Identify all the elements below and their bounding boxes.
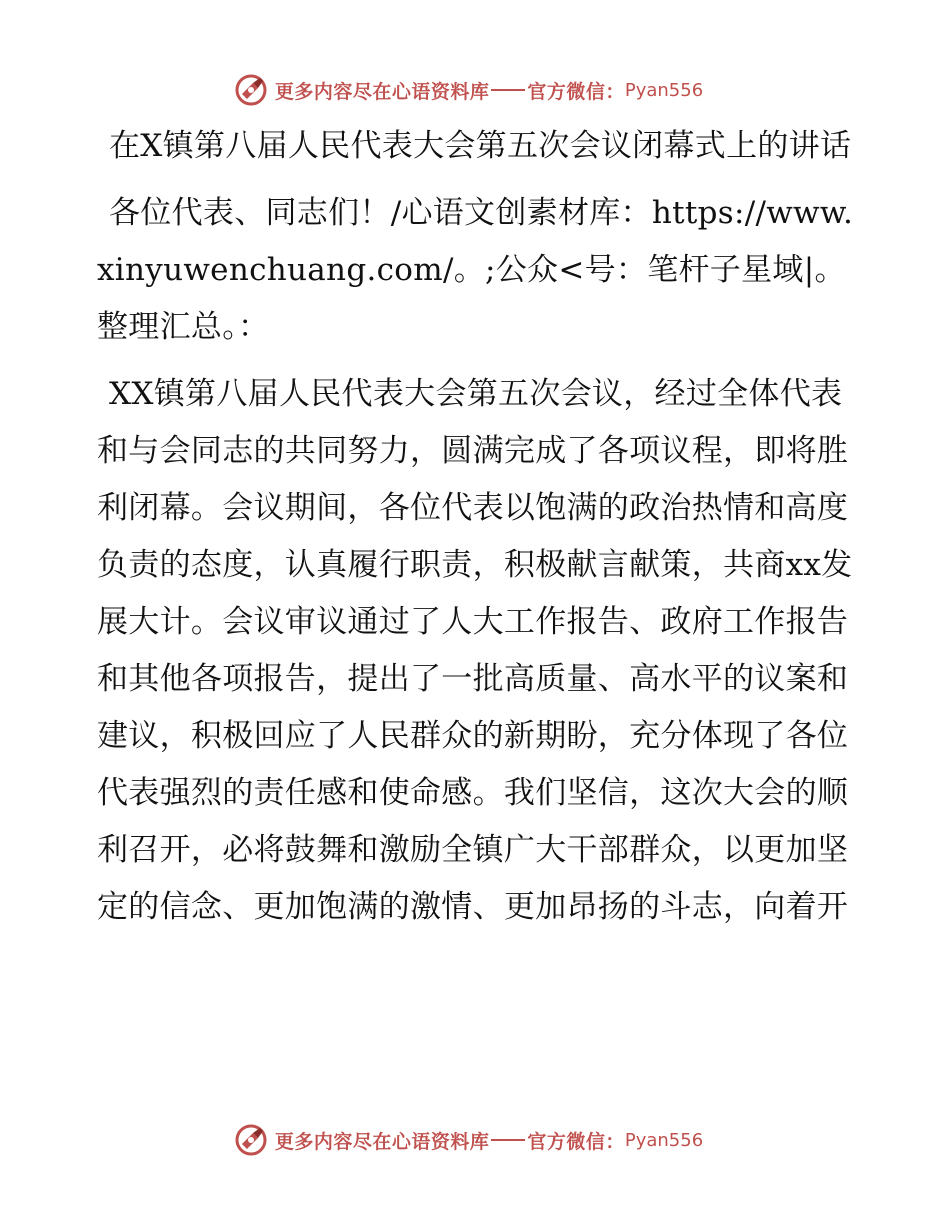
greeting-paragraph: 各位代表、同志们！/心语文创素材库：https://www.xinyuwenchuang.com/。;公众<号：笔杆子星域|。整理汇总。： (97, 195, 854, 345)
banner-text: 更多内容尽在心语资料库 (274, 1130, 490, 1153)
document-body (97, 118, 857, 936)
wechat-label: 官方微信： (527, 80, 625, 103)
wechat-label: 官方微信： (527, 1130, 625, 1153)
footer-banner (0, 1120, 950, 1160)
logo-icon (233, 1122, 269, 1158)
banner-text: 更多内容尽在心语资料库 (274, 80, 490, 103)
banner-divider (491, 89, 525, 91)
wechat-id: Pyan556 (624, 79, 704, 101)
banner-divider (491, 1139, 525, 1141)
body-paragraph: XX镇第八届人民代表大会第五次会议，经过全体代表和与会同志的共同努力，圆满完成了各项议程，即将胜利闭幕。会议期间，各位代表以饱满的政治热情和高度负责的态度，认真履行职责，积极献言献策，共商xx发展大计。会议审议通过了人大工作报告、政府工作报告和其他各项报告，提出了一批高质量、高水平的议案和建议，积极回应了人民群众的新期盼，充分体现了各位代表强烈的责任感和使命感。我们坚信，这次大会的顺利召开，必将鼓舞和激励全镇广大干部群众，以更加坚定的信念、更加饱满的激情、更加昂扬的斗志，向着开 (97, 376, 853, 925)
header-banner (0, 70, 950, 110)
wechat-id: Pyan556 (624, 1129, 704, 1151)
document-title: 在X镇第八届人民代表大会第五次会议闭幕式上的讲话 (109, 128, 852, 164)
logo-icon (233, 72, 269, 108)
